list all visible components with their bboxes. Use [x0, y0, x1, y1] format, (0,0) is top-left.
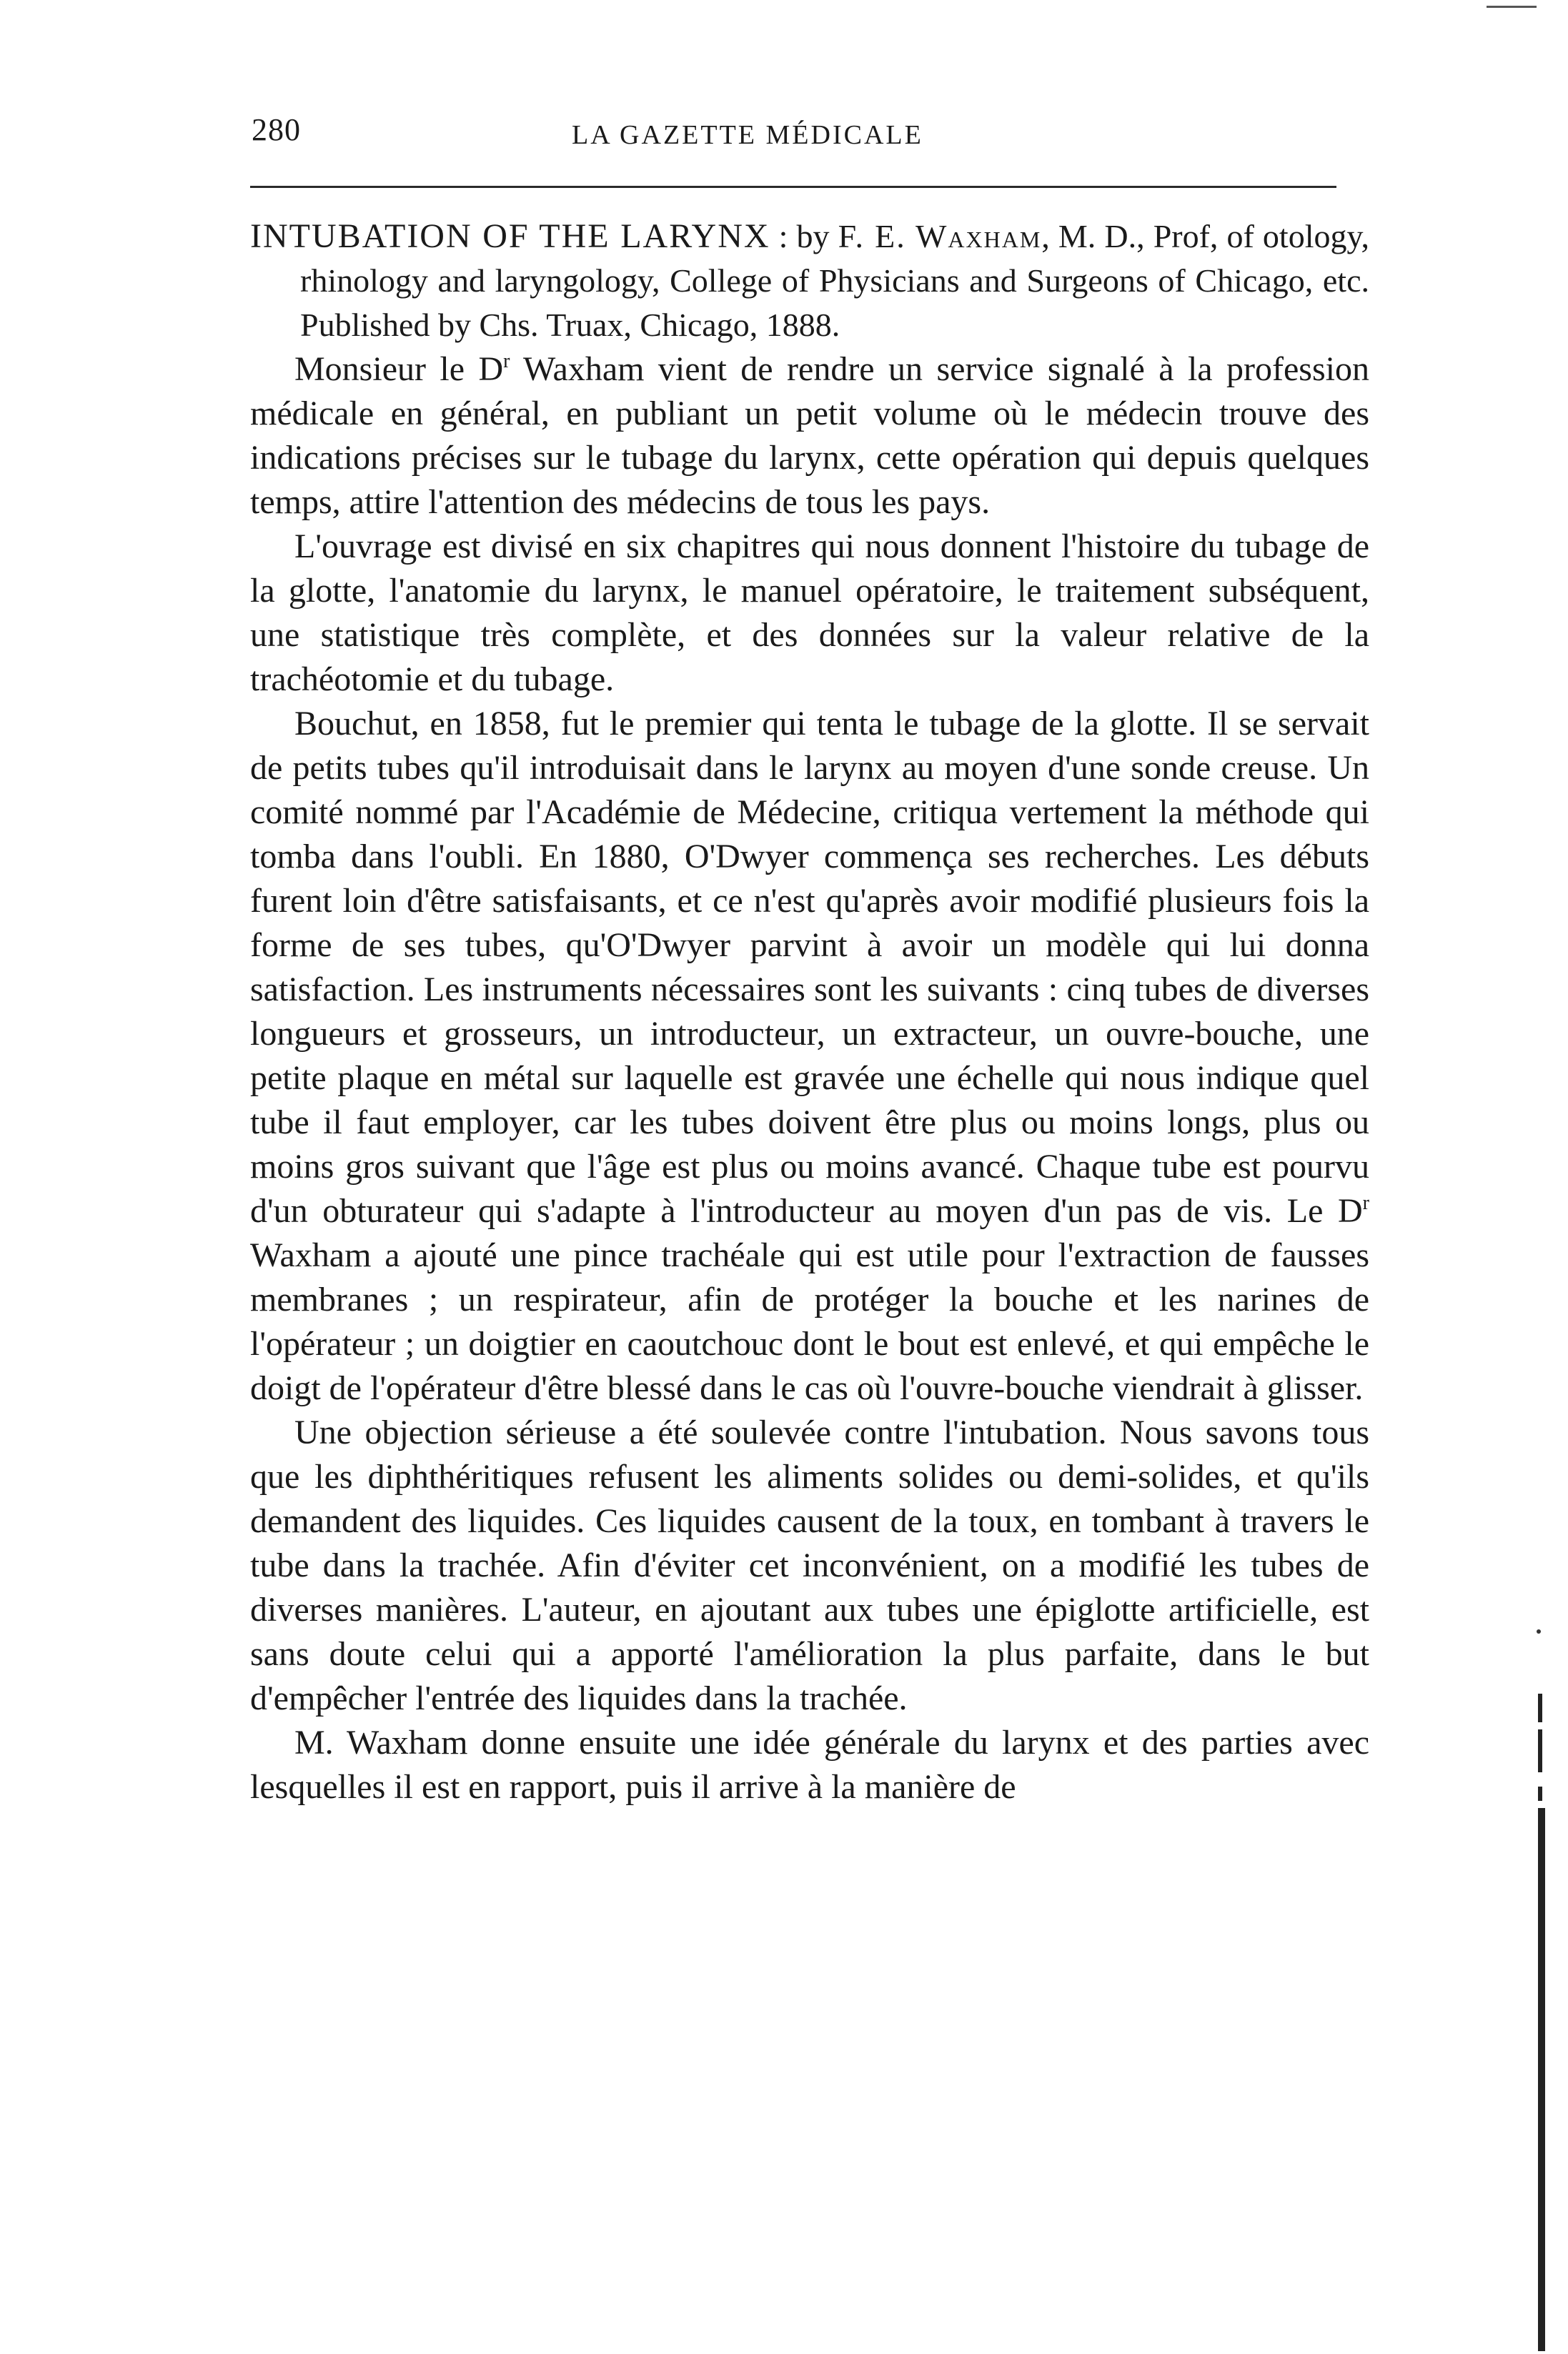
paragraph-3-start: Bouchut, en 1858, fut le premier qui tenta le tubage de la glotte. Il se servait de petits tubes qu'il introduisait dans le larynx au moyen d'une sonde creuse. Un comité nommé par l'Académie de Médecine, critiqua vertement la méthode qui tomba dans l'oubli. En 1880, O'Dwyer commença ses recherches. Les débuts furent loin d'être satisfaisants, et ce n'est qu'après avoir modifié plusieurs fois la forme de ses tubes, qu'O'Dwyer parvint à avoir un modèle qui lui donna satisfaction. Les instruments nécessaires sont les suivants : cinq tubes de diverses longueurs et grosseurs, un introducteur, un extracteur, un ouvre-bouche, une petite plaque en métal sur laquelle est gravée une échelle qui nous indique quel tube il faut employer, car les tubes doivent être plus ou moins longs, plus ou moins gros suivant que l'âge est plus ou moins avancé. Chaque tube est pourvu d'un obturateur qui s'adapte à l'introducteur au moyen d'un pas de vis. Le D [250, 705, 1369, 1230]
page-edge-mark [1538, 1808, 1545, 2351]
review-author-degree: , M. D., [1041, 218, 1145, 254]
review-by: : by [770, 218, 838, 254]
review-author: F. E. Waxham [838, 218, 1042, 254]
review-entry [250, 214, 1369, 347]
page-edge-mark [1538, 1787, 1542, 1801]
paragraph-2: L'ouvrage est divisé en six chapitres qui nous donnent l'histoire du tubage de la glotte, l'anatomie du larynx, le manuel opératoire, le traitement subséquent, une statistique très complète, et des données sur la valeur relative de la trachéotomie et du tubage. [250, 527, 1369, 698]
paragraph-1-rest: Waxham vient de rendre un service signalé à la profession médicale en général, en publiant un petit volume où le médecin trouve des indications précises sur le tubage du larynx, cette opération qui depuis quelques temps, attire l'attention des médecins de tous les pays. [250, 350, 1369, 521]
paragraph-3-rest: Waxham a ajouté une pince trachéale qui est utile pour l'extraction de fausses membranes ; un respirateur, afin de protéger la bouche et les narines de l'opérateur ; un doigtier en caoutchouc dont le bout est enlevé, et qui empêche le doigt de l'opérateur d'être blessé dans le cas où l'ouvre-bouche viendrait à glisser. [250, 1236, 1369, 1407]
paragraph-3-superscript: r [1362, 1192, 1369, 1214]
paragraph-1-start: Monsieur le D [294, 350, 504, 388]
margin-mark [1537, 1629, 1541, 1634]
paragraph-1 [250, 347, 1369, 525]
review-details: Prof, of otology, rhinology and laryngology, College of Physicians and Surgeons of Chicago, etc. Published by Chs. Truax, Chicago, 1888. [300, 218, 1369, 343]
page-edge-tick [1487, 6, 1537, 8]
paragraph-5: M. Waxham donne ensuite une idée générale du larynx et des parties avec lesquelles il est en rapport, puis il arrive à la manière de [250, 1724, 1369, 1806]
page-number: 280 [252, 112, 301, 147]
running-title: LA GAZETTE MÉDICALE [572, 120, 923, 150]
page-edge-mark [1538, 1694, 1542, 1722]
paragraph-4: Une objection sérieuse a été soulevée contre l'intubation. Nous savons tous que les diphthéritiques refusent les aliments solides ou demi-solides, et qu'ils demandent des liquides. Ces liquides causent de la toux, en tombant à travers le tube dans la trachée. Afin d'éviter cet inconvénient, on a modifié les tubes de diverses manières. L'auteur, en ajoutant aux tubes une épiglotte artificielle, est sans doute celui qui a apporté l'amélioration la plus parfaite, dans le but d'empêcher l'entrée des liquides dans la trachée. [250, 1414, 1369, 1717]
review-title: INTUBATION OF THE LARYNX [250, 217, 770, 255]
paragraph-3 [250, 702, 1369, 1411]
page-edge-mark [1538, 1729, 1542, 1772]
paragraph-1-superscript: r [503, 350, 510, 372]
header-rule [250, 186, 1336, 188]
page-body [250, 214, 1369, 1809]
